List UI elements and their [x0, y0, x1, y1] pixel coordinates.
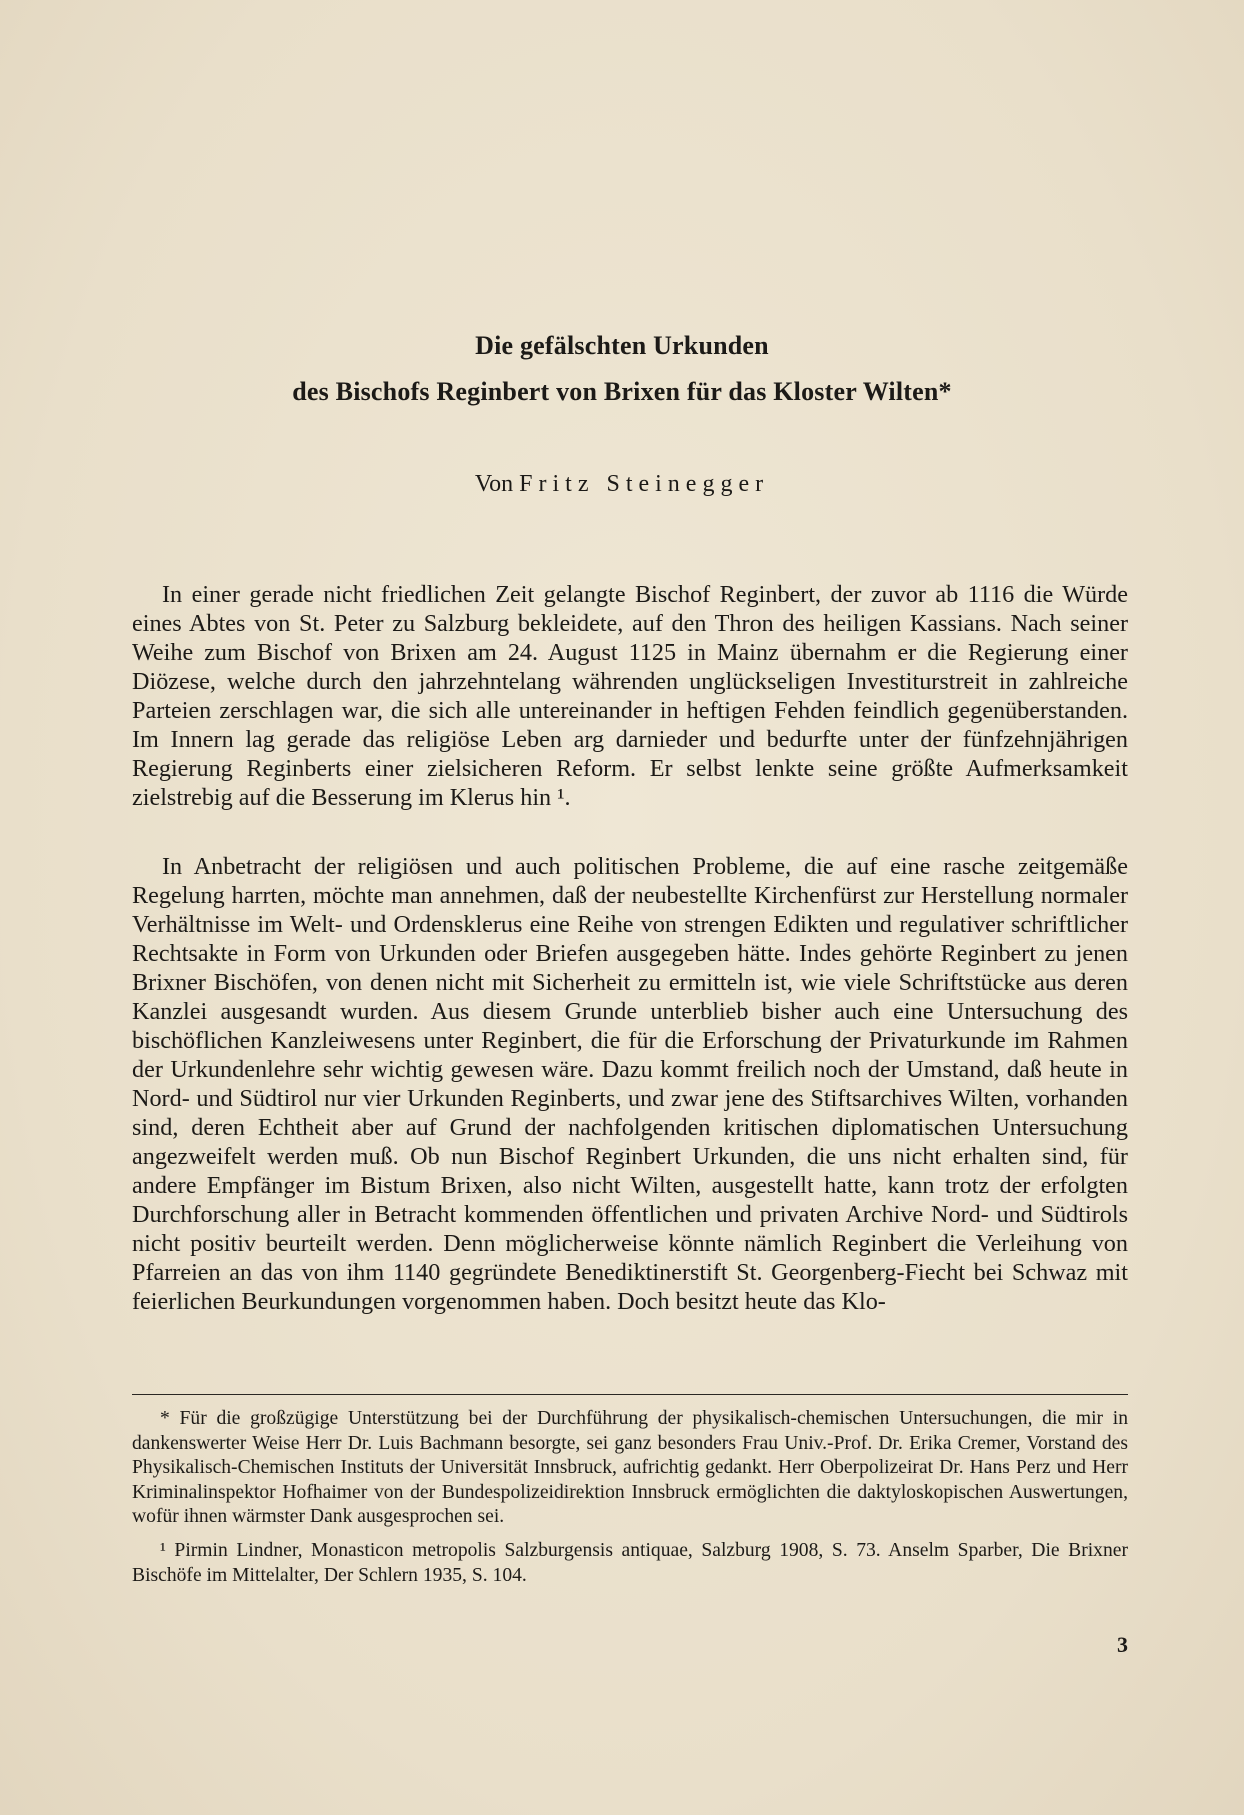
body-paragraph: In einer gerade nicht friedlichen Zeit gelangte Bischof Reginbert, der zuvor ab 1116 die Würde eines Abtes von St. Peter zu Salzburg bekleidete, auf den Thron des heiligen Kassians. Nach seiner Weihe zum Bischof von Brixen am 24. August 1125 in Mainz übernahm er die Regierung einer Diözese, welche durch den jahrzehntelang währenden unglückseligen Investiturstreit in zahlreiche Parteien zerschlagen war, die sich alle untereinander in heftigen Fehden feindlich gegenüberstanden. Im Innern lag gerade das religiöse Leben arg darnieder und bedurfte unter der fünfzehnjährigen Regierung Reginberts einer zielsicheren Reform. Er selbst lenkte seine größte Aufmerksamkeit zielstrebig auf die Besserung im Klerus hin ¹.	[132, 581, 1128, 811]
footnote-star: * Für die großzügige Unterstützung bei der Durchführung der physikalisch-chemischen Untersuchungen, die mir in dankenswerter Weise Herr Dr. Luis Bachmann besorgte, sei ganz besonders Frau Univ.-Prof. Dr. Erika Cremer, Vorstand des Physikalisch-Chemischen Instituts der Universität Innsbruck, aufrichtig gedankt. Herr Oberpolizeirat Dr. Hans Perz und Herr Kriminalinspektor Hofhaimer von der Bundespolizeidirektion Innsbruck ermöglichten die daktyloskopischen Auswertungen, wofür ihnen wärmster Dank ausgesprochen sei.	[132, 1408, 1128, 1528]
article-title-line1: Die gefälschten Urkunden	[475, 331, 769, 360]
footnote-divider	[132, 1394, 1128, 1395]
author-line	[0, 471, 1244, 498]
body-paragraph: In Anbetracht der religiösen und auch politischen Probleme, die auf eine rasche zeitgemäße Regelung harrten, möchte man annehmen, daß der neubestellte Kirchenfürst zur Herstellung normaler Verhältnisse im Welt- und Ordensklerus eine Reihe von strengen Edikten und regulativer schriftlicher Rechtsakte in Form von Urkunden oder Briefen ausgegeben hätte. Indes gehörte Reginbert zu jenen Brixner Bischöfen, von denen nicht mit Sicherheit zu ermitteln ist, wie viele Schriftstücke aus deren Kanzlei ausgesandt wurden. Aus diesem Grunde unterblieb bisher auch eine Untersuchung des bischöflichen Kanzleiwesens unter Reginbert, die für die Erforschung der Privaturkunde im Rahmen der Urkundenlehre sehr wichtig gewesen wäre. Dazu kommt freilich noch der Umstand, daß heute in Nord- und Südtirol nur vier Urkunden Reginberts, und zwar jene des Stiftsarchives Wilten, vorhanden sind, deren Echtheit aber auf Grund der nachfolgenden kritischen diplomatischen Untersuchung angezweifelt werden muß. Ob nun Bischof Reginbert Urkunden, die uns nicht erhalten sind, für andere Empfänger im Bistum Brixen, also nicht Wilten, ausgestellt hatte, kann trotz der erfolgten Durchforschung aller in Betracht kommenden öffentlichen und privaten Archive Nord- und Südtirols nicht positiv beurteilt werden. Denn möglicherweise könnte nämlich Reginbert die Verleihung von Pfarreien an das von ihm 1140 gegründete Benediktinerstift St. Georgenberg-Fiecht bei Schwaz mit feierlichen Beurkundungen vorgenommen haben. Doch besitzt heute das Klo-	[132, 853, 1128, 1315]
author-prefix: Von	[474, 471, 514, 497]
body-paragraph-2-container	[132, 852, 1128, 1316]
footnotes	[132, 1407, 1128, 1597]
body-paragraph-1-container	[132, 580, 1128, 812]
author-name: Fritz Steinegger	[519, 471, 770, 497]
footnote-1: ¹ Pirmin Lindner, Monasticon metropolis Salzburgensis antiquae, Salzburg 1908, S. 73. Anselm Sparber, Die Brixner Bischöfe im Mittelalter, Der Schlern 1935, S. 104.	[132, 1539, 1128, 1586]
page-number: 3	[1117, 1632, 1128, 1657]
article-title-line2: des Bischofs Reginbert von Brixen für das Kloster Wilten*	[292, 377, 952, 406]
